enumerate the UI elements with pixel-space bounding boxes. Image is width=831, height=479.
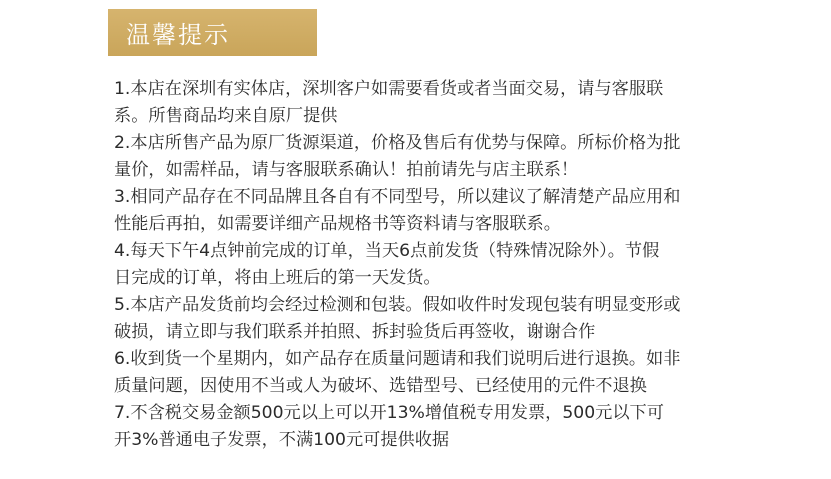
notice-line-5: 3.相同产品存在不同品牌且各自有不同型号，所以建议了解清楚产品应用和 xyxy=(114,187,681,207)
notice-line-4: 量价，如需样品，请与客服联系确认！拍前请先与店主联系！ xyxy=(114,160,579,180)
section-title: 温馨提示 xyxy=(126,21,230,49)
notice-line-10: 破损，请立即与我们联系并拍照、拆封验货后再签收，谢谢合作 xyxy=(114,322,596,342)
notice-line-6: 性能后再拍，如需要详细产品规格书等资料请与客服联系。 xyxy=(114,214,561,234)
notice-line-2: 系。所售商品均来自原厂提供 xyxy=(114,106,338,126)
notice-body xyxy=(114,76,774,454)
notice-line-9: 5.本店产品发货前均会经过检测和包装。假如收件时发现包装有明显变形或 xyxy=(114,295,681,315)
section-title-banner xyxy=(108,9,317,56)
notice-line-1: 1.本店在深圳有实体店，深圳客户如需要看货或者当面交易，请与客服联 xyxy=(114,79,664,99)
notice-line-11: 6.收到货一个星期内，如产品存在质量问题请和我们说明后进行退换。如非 xyxy=(114,349,681,369)
notice-line-7: 4.每天下午4点钟前完成的订单，当天6点前发货（特殊情况除外）。节假 xyxy=(114,241,660,261)
notice-line-3: 2.本店所售产品为原厂货源渠道，价格及售后有优势与保障。所标价格为批 xyxy=(114,133,681,153)
notice-line-12: 质量问题，因使用不当或人为破坏、选错型号、已经使用的元件不退换 xyxy=(114,376,647,396)
notice-line-14: 开3%普通电子发票，不满100元可提供收据 xyxy=(114,430,450,450)
notice-line-13: 7.不含税交易金额500元以上可以开13%增值税专用发票，500元以下可 xyxy=(114,403,664,423)
notice-line-8: 日完成的订单，将由上班后的第一天发货。 xyxy=(114,268,441,288)
